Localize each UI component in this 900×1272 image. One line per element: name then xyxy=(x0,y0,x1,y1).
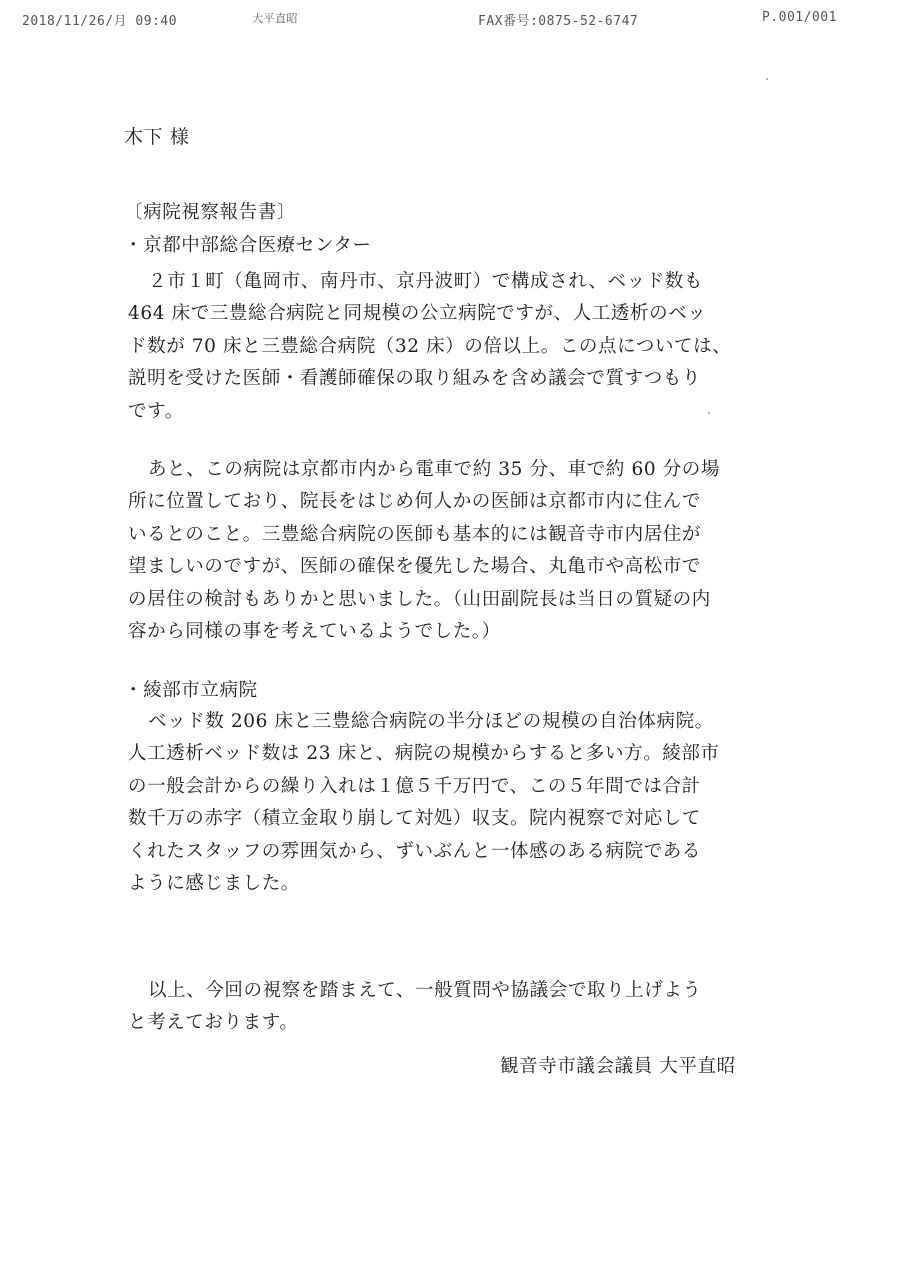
text-line: 464 床で三豊総合病院と同規模の公立病院ですが、人工透析のベッ xyxy=(128,303,707,325)
text-line: 望ましいのですが、医師の確保を優先した場合、丸亀市や高松市で xyxy=(128,556,702,578)
text-line: の居住の検討もありかと思いました。（山田副院長は当日の質疑の内 xyxy=(128,588,711,610)
text-line: 人工透析ベッド数は 23 床と、病院の規模からすると多い方。綾部市 xyxy=(128,743,720,765)
text-line: です。 xyxy=(128,400,184,422)
text-line: 数千万の赤字（積立金取り崩して対処）収支。院内視察で対応して xyxy=(128,808,702,830)
text-line: あと、この病院は京都市内から電車で約 35 分、車で約 60 分の場 xyxy=(148,459,721,480)
text-line: くれたスタッフの雰囲気から、ずいぶんと一体感のある病院である xyxy=(128,840,702,862)
text-line: いるとのこと。三豊総合病院の医師も基本的には観音寺市内居住が xyxy=(128,523,702,545)
text-line: 容から同様の事を考えているようでした。） xyxy=(128,620,501,642)
text-line: 以上、今回の視察を踏まえて、一般質問や協議会で取り上げよう xyxy=(148,980,702,1001)
closing-paragraph xyxy=(128,975,702,1040)
hospital1-paragraph-2 xyxy=(128,454,720,648)
hospital2-paragraph xyxy=(128,706,720,900)
fax-page-number: P.001/001 xyxy=(762,10,837,25)
report-title: 〔病院視察報告書〕 xyxy=(124,202,296,223)
scan-speck xyxy=(766,78,768,80)
scan-speck xyxy=(708,412,710,414)
hospital2-heading: ・綾部市立病院 xyxy=(124,680,258,701)
text-line: 説明を受けた医師・看護師確保の取り組みを含め議会で質すつもり xyxy=(128,368,702,390)
hospital1-heading: ・京都中部総合医療センター xyxy=(124,235,372,256)
addressee: 木下 様 xyxy=(124,126,190,148)
signature: 観音寺市議会議員 大平直昭 xyxy=(500,1056,736,1077)
hospital1-paragraph-1 xyxy=(128,266,731,428)
text-line: ２市１町（亀岡市、南丹市、京丹波町）で構成され、ベッド数も xyxy=(148,271,704,292)
fax-header xyxy=(0,8,900,30)
text-line: ベッド数 206 床と三豊総合病院の半分ほどの規模の自治体病院。 xyxy=(148,711,714,732)
text-line: の一般会計からの繰り入れは１億５千万円で、この５年間では合計 xyxy=(128,775,701,797)
text-line: と考えております。 xyxy=(128,1012,299,1034)
text-line: 所に位置しており、院長をはじめ何人かの医師は京都市内に住んで xyxy=(128,491,702,513)
text-line: ように感じました。 xyxy=(128,872,300,894)
fax-datetime: 2018/11/26/月 09:40 xyxy=(22,14,178,29)
text-line: ド数が 70 床と三豊総合病院（32 床）の倍以上。この点については、 xyxy=(128,335,732,357)
fax-number: FAX番号:0875-52-6747 xyxy=(478,14,639,29)
fax-sender-name: 大平直昭 xyxy=(252,12,298,25)
